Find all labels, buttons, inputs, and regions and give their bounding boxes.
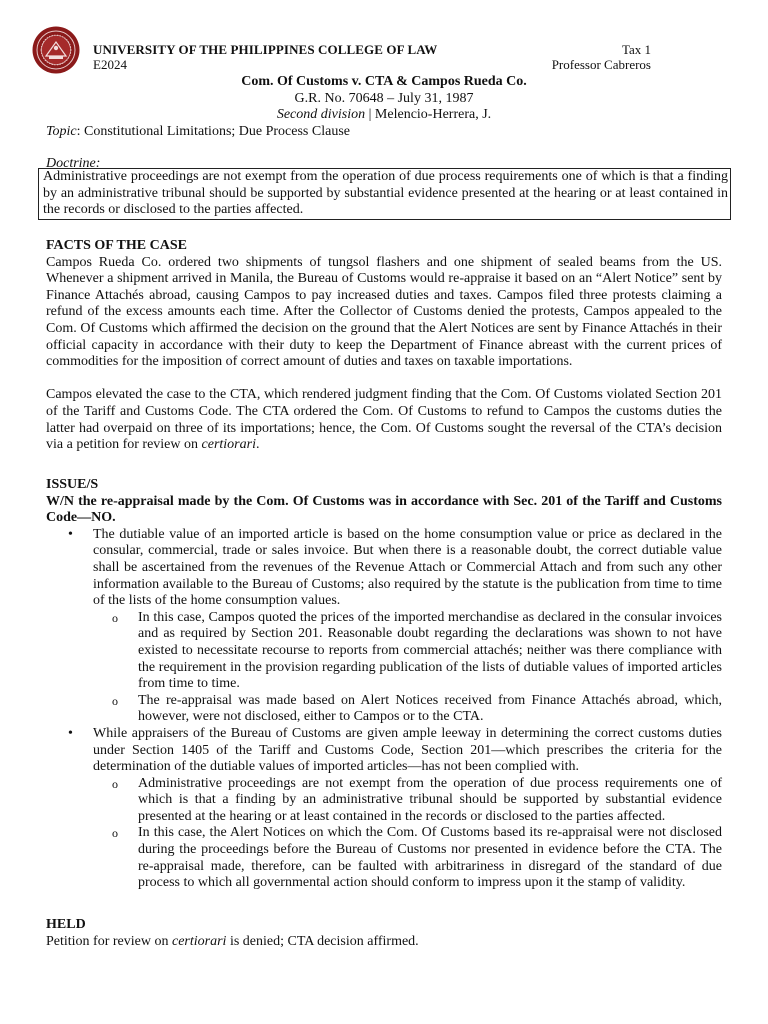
sub-list-item-text: The re-appraisal was made based on Alert Notices received from Finance Attachés abroad, which, however, were not disclosed, either to Campos or to the CTA. xyxy=(138,692,722,725)
list-item-text: The dutiable value of an imported article is based on the home consumption value or price as declared in the consular, commercial, trade or sales invoice. But when there is a reasonable doubt, the correct dutiable value shall be ascertained from the revenues of the Revenue Attach or Commercial Attach and from such any other information available to the Bureau of Customs; also required by the statute is the publication from time to time of the lists of the home consumption values. xyxy=(93,526,722,609)
facts-paragraph-2 xyxy=(46,387,722,453)
sub-list-item xyxy=(91,825,722,891)
division-separator: | xyxy=(365,107,375,122)
facts-p2-end: . xyxy=(255,437,260,453)
sub-bullet-icon: o xyxy=(112,826,118,841)
held-text xyxy=(46,934,722,951)
doctrine-text: Administrative proceedings are not exempt from the operation of due process requirements one of which is that a finding by an administrative tribunal should be supported by substantial evidence presented at the hearing or at least contained in the records or disclosed to the parties affected. xyxy=(43,169,728,218)
sub-list-item xyxy=(91,776,722,826)
case-title: Com. Of Customs v. CTA & Campos Rueda Co. xyxy=(241,74,527,89)
sub-list-item-text: In this case, the Alert Notices on which the Com. Of Customs based its re-appraisal were not disclosed during the proceedings before the Bureau of Customs nor presented in evidence before the CTA. The re-appraisal made, therefore, can be faulted with arbitrariness in disregard of the standard of due process to which all governmental action should conform to impress upon it the stamp of validity. xyxy=(138,825,722,891)
bullet-icon: • xyxy=(68,526,73,542)
header-right xyxy=(552,42,651,72)
facts-paragraph-1: Campos Rueda Co. ordered two shipments of tungsol flashers and one shipment of sealed beams from the US. Whenever a shipment arrived in Manila, the Bureau of Customs would re-appraise it based on an “Alert Notice” sent by Finance Attachés abroad, causing Campos to pay increased duties and taxes. Campos filed three protests claiming a refund of the excess amounts each time. After the Collector of Customs denied the protests, Campos appealed to the Com. Of Customs which affirmed the decision on the ground that the Alert Notices are sent by Finance Attachés in their official capacity in accordance with their duty to keep the Department of Finance abreast with the current prices of commodities for the imposition of correct amount of duties and taxes on taxable importations. xyxy=(46,254,722,370)
division: Second division xyxy=(276,107,366,122)
sub-bullet-icon: o xyxy=(112,610,118,625)
sub-list xyxy=(93,610,722,726)
division-line xyxy=(0,107,768,124)
sub-bullet-icon: o xyxy=(112,776,118,791)
sub-list-item xyxy=(91,693,722,726)
held-text-start: Petition for review on xyxy=(46,933,172,949)
held-emphasis: certiorari xyxy=(171,933,227,949)
list-item xyxy=(46,726,722,892)
sub-bullet-icon: o xyxy=(112,693,118,708)
header-left xyxy=(93,42,437,72)
list-item-text: While appraisers of the Bureau of Customs are given ample leeway in determining the correct customs duties under Section 1405 of the Tariff and Customs Code, Section 201—which prescribes the criteria for the determination of the dutiable values of imported articles—has not been complied with. xyxy=(93,725,722,775)
ponente: Melencio-Herrera, J. xyxy=(374,107,492,122)
issue-heading: ISSUE/S xyxy=(46,477,99,492)
doctrine-label: Doctrine: xyxy=(46,156,101,171)
bullet-icon: • xyxy=(68,725,73,741)
topic-label: Topic xyxy=(46,124,77,139)
batch-label: E2024 xyxy=(93,57,127,72)
facts-p2-text: Campos elevated the case to the CTA, which rendered judgment finding that the Com. Of Customs violated Section 201 of the Tariff and Customs Code. The CTA ordered the Com. Of Customs to refund to Campos the customs duties the latter had overpaid on three of its importations; hence, the Com. Of Customs sought the reversal of the CTA’s decision via a petition for review on xyxy=(46,387,722,453)
sub-list xyxy=(93,776,722,892)
facts-heading: FACTS OF THE CASE xyxy=(46,238,187,253)
gr-number: G.R. No. 70648 – July 31, 1987 xyxy=(294,91,474,106)
held-section xyxy=(46,917,722,950)
doctrine-box xyxy=(38,168,731,220)
subject-label: Tax 1 xyxy=(621,42,651,57)
sub-list-item xyxy=(91,610,722,693)
university-name: UNIVERSITY OF THE PHILIPPINES COLLEGE OF LAW xyxy=(93,42,438,57)
sub-list-item-text: In this case, Campos quoted the prices of the imported merchandise as declared in the consular invoices and as required by Section 201. Reasonable doubt regarding the declarations was shown to not have existed to necessitate recourse to reports from commercial attachés; neither was there compliance with the requirement in the provision regarding publication of the lists of dutiable values of imported articles from time to time. xyxy=(138,609,722,692)
issue-section xyxy=(46,477,722,892)
held-heading: HELD xyxy=(46,917,86,932)
facts-section xyxy=(46,238,722,454)
list-item xyxy=(46,527,722,726)
issue-list xyxy=(46,527,722,892)
facts-p2-emphasis: certiorari xyxy=(201,437,256,453)
professor-label: Professor Cabreros xyxy=(551,57,651,72)
topic-line xyxy=(46,124,350,141)
topic-text: : Constitutional Limitations; Due Process Clause xyxy=(76,124,350,139)
university-seal-logo xyxy=(32,26,80,74)
sub-list-item-text: Administrative proceedings are not exempt from the operation of due process requirements one of which is that a finding by an administrative tribunal should be supported by substantial evidence presented at the hearing or at least contained in the records or disclosed to the parties affected. xyxy=(138,775,722,824)
held-text-end: is denied; CTA decision affirmed. xyxy=(226,933,419,949)
issue-question: W/N the re-appraisal made by the Com. Of Customs was in accordance with Sec. 201 of the Tariff and Customs Code—NO. xyxy=(46,493,722,526)
